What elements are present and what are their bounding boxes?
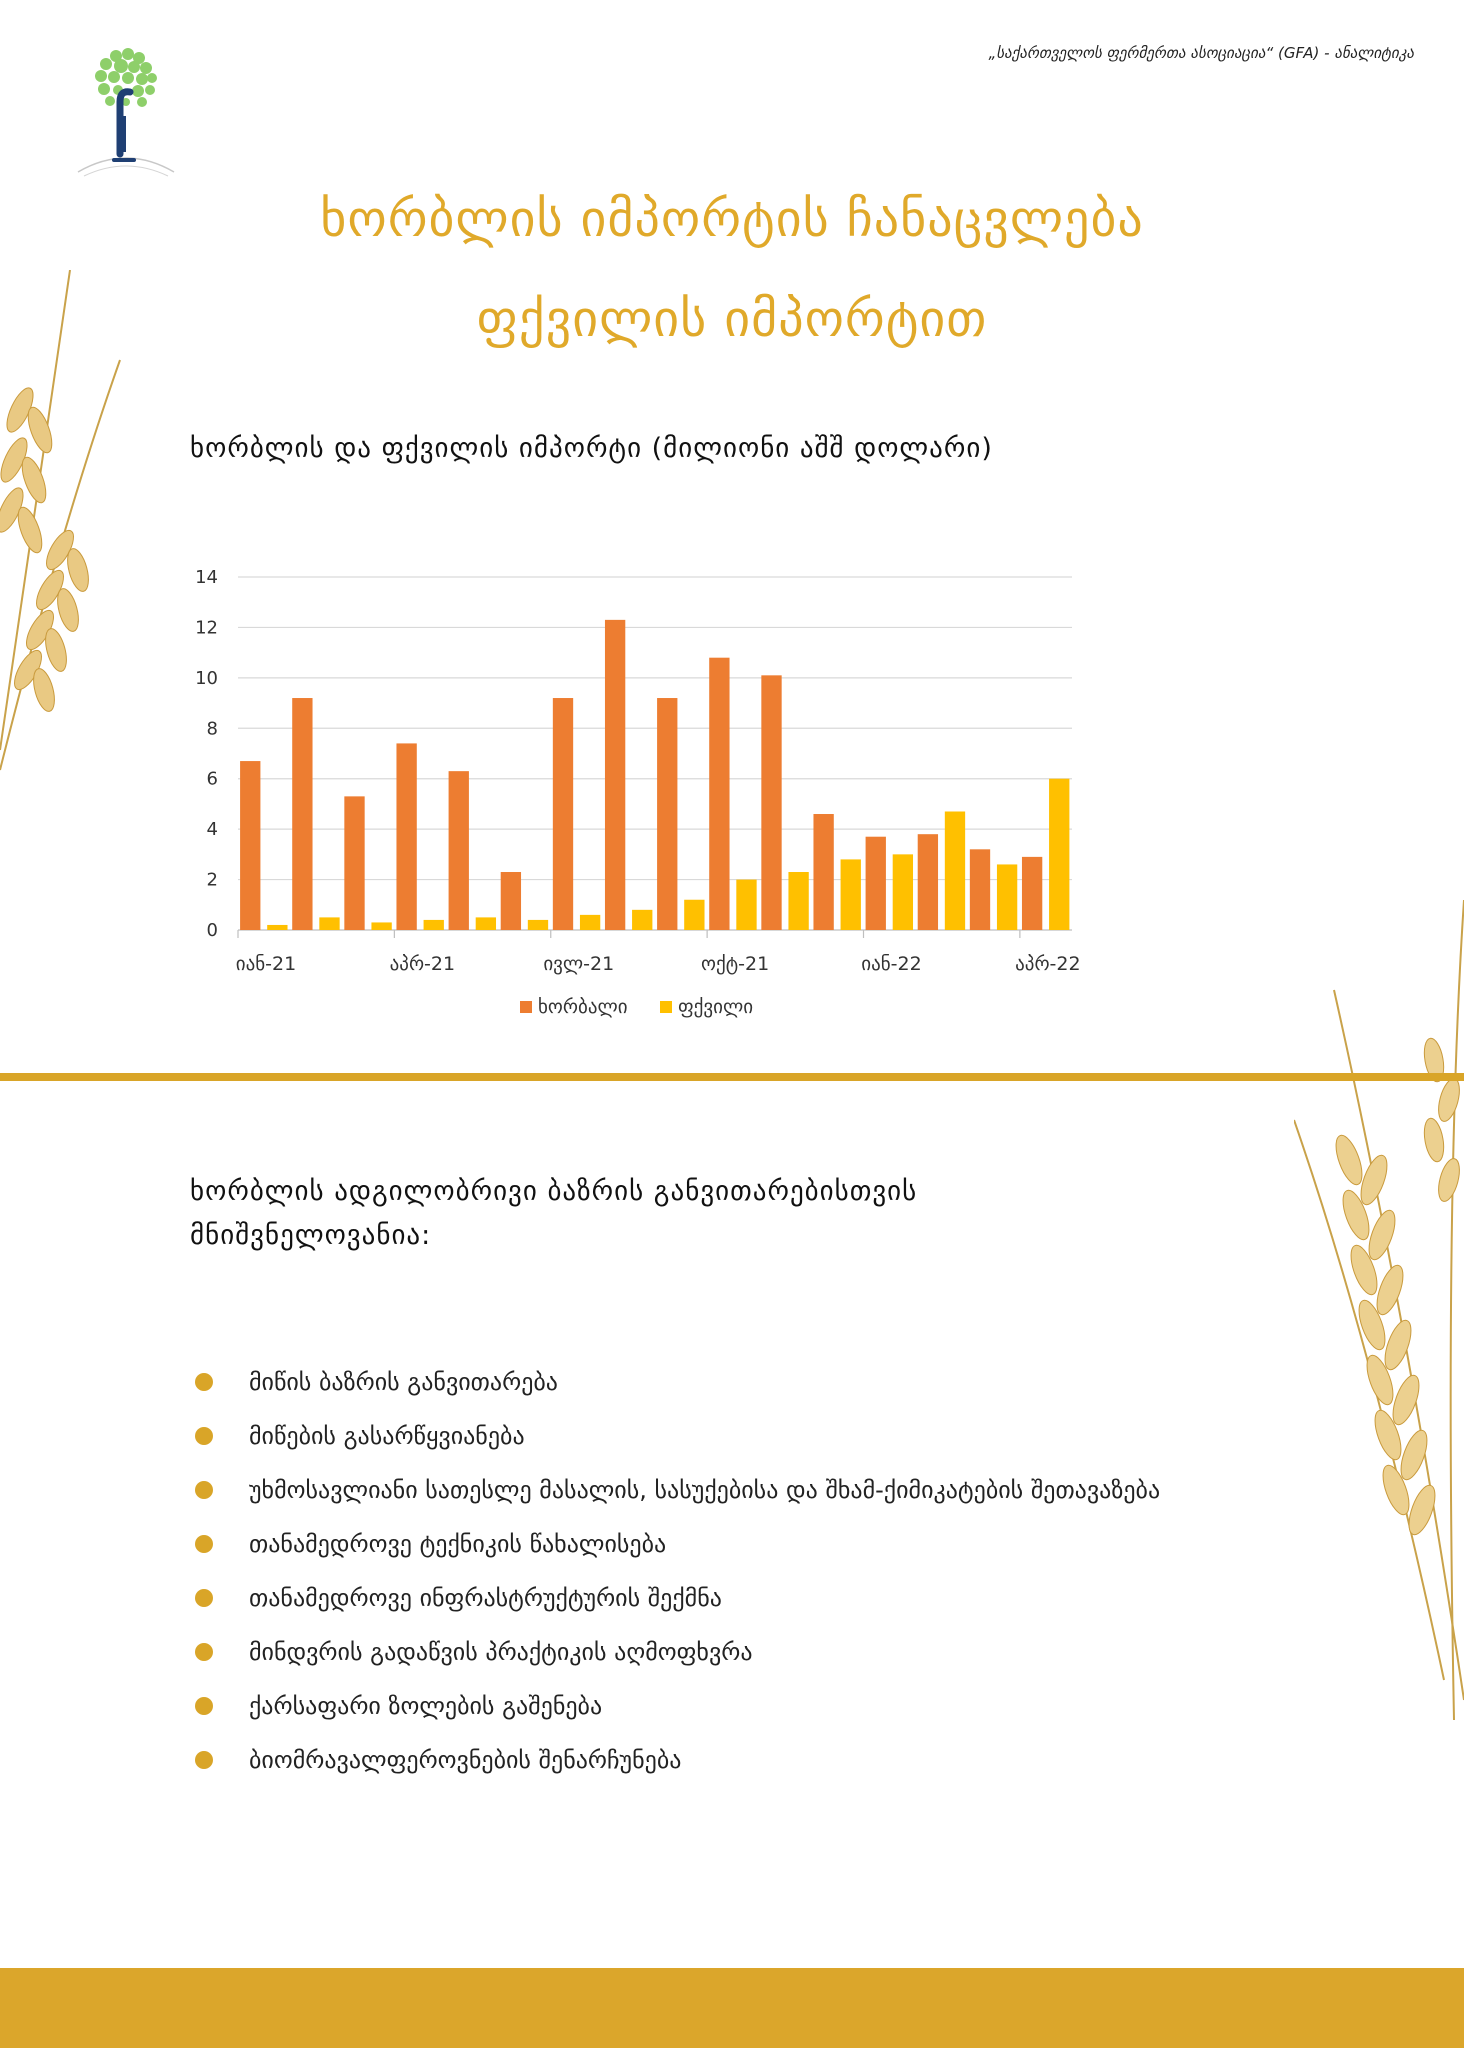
list-item	[195, 1463, 1160, 1517]
legend-swatch	[660, 1001, 672, 1013]
legend-swatch	[520, 1001, 532, 1013]
bar-wheat	[501, 872, 521, 930]
bar-wheat	[970, 849, 990, 930]
list-item-text: მიწის ბაზრის განვითარება	[249, 1368, 558, 1396]
bar-flour	[267, 925, 287, 930]
wheat-decoration-right	[1294, 900, 1464, 1720]
list-item-text: ქარსაფარი ზოლების გაშენება	[249, 1692, 603, 1720]
recommendations-list	[195, 1355, 1160, 1787]
bullet-dot-icon	[195, 1373, 213, 1391]
bar-wheat	[918, 834, 938, 930]
bar-flour	[841, 859, 861, 930]
x-tick-label: აპრ-22	[1015, 953, 1081, 975]
list-item	[195, 1679, 1160, 1733]
bar-flour	[788, 872, 808, 930]
bullet-dot-icon	[195, 1643, 213, 1661]
y-tick-label: 12	[195, 617, 218, 639]
list-item-text: მინდვრის გადაწვის პრაქტიკის აღმოფხვრა	[249, 1638, 753, 1666]
bar-flour	[476, 917, 496, 930]
bar-flour	[684, 900, 704, 930]
page-title-line-1: ხორბლის იმპორტის ჩანაცვლება	[320, 190, 1144, 248]
x-tick-label: იან-22	[861, 953, 922, 975]
bar-wheat	[344, 796, 364, 930]
bar-wheat	[761, 675, 781, 930]
import-bar-chart	[180, 545, 1100, 1045]
bullet-dot-icon	[195, 1481, 213, 1499]
list-item	[195, 1571, 1160, 1625]
list-item-text: თანამედროვე ინფრასტრუქტურის შექმნა	[249, 1584, 722, 1612]
x-tick-label: იან-21	[235, 953, 297, 975]
bar-flour	[580, 915, 600, 930]
list-item-text: მიწების გასარწყვიანება	[249, 1422, 525, 1450]
legend-label: ხორბალი	[538, 996, 628, 1018]
bar-wheat	[396, 743, 416, 930]
section-heading-line-2: მნიშვნელოვანია:	[190, 1220, 432, 1251]
y-tick-label: 14	[195, 567, 218, 588]
list-item	[195, 1409, 1160, 1463]
y-tick-label: 4	[206, 819, 218, 841]
chart-title: ხორბლის და ფქვილის იმპორტი (მილიონი აშშ დოლარი)	[190, 433, 993, 464]
bar-wheat	[292, 698, 312, 930]
page-title-line-2: ფქვილის იმპორტით	[476, 290, 988, 348]
list-item-text: უხმოსავლიანი სათესლე მასალის, სასუქებისა და შხამ-ქიმიკატების შეთავაზება	[249, 1476, 1161, 1504]
bar-flour	[945, 811, 965, 930]
bar-wheat	[709, 658, 729, 930]
section-heading-line-1: ხორბლის ადგილობრივი ბაზრის განვითარებისთვის	[190, 1176, 918, 1207]
list-item	[195, 1625, 1160, 1679]
bar-flour	[528, 920, 548, 930]
bullet-dot-icon	[195, 1589, 213, 1607]
bar-flour	[997, 864, 1017, 930]
y-tick-label: 2	[206, 869, 218, 891]
x-tick-label: ივლ-21	[543, 953, 615, 975]
list-item	[195, 1355, 1160, 1409]
legend-label: ფქვილი	[678, 996, 754, 1018]
bar-wheat	[240, 761, 260, 930]
section-divider	[0, 1073, 1464, 1081]
bullet-dot-icon	[195, 1535, 213, 1553]
x-tick-label: ოქტ-21	[701, 953, 770, 975]
bar-wheat	[449, 771, 469, 930]
bar-flour	[424, 920, 444, 930]
bar-wheat	[605, 620, 625, 930]
bar-wheat	[1022, 857, 1042, 930]
bar-flour	[319, 917, 339, 930]
x-tick-label: აპრ-21	[389, 953, 456, 975]
list-item	[195, 1517, 1160, 1571]
footer-bar	[0, 1968, 1464, 2048]
section-heading	[190, 1170, 1190, 1258]
bullet-dot-icon	[195, 1427, 213, 1445]
bar-wheat	[657, 698, 677, 930]
bar-flour	[893, 854, 913, 930]
bar-wheat	[553, 698, 573, 930]
bar-flour	[632, 910, 652, 930]
list-item	[195, 1733, 1160, 1787]
y-tick-label: 8	[206, 718, 218, 740]
y-tick-label: 10	[195, 667, 218, 689]
bar-flour	[371, 922, 391, 930]
logo	[76, 44, 176, 194]
bar-flour	[736, 880, 756, 930]
header-note: „საქართველოს ფერმერთა ასოციაცია“ (GFA) - ანალიტიკა	[988, 44, 1414, 62]
bullet-dot-icon	[195, 1697, 213, 1715]
bar-wheat	[813, 814, 833, 930]
y-tick-label: 6	[206, 768, 218, 790]
bar-flour	[1049, 779, 1069, 930]
bar-wheat	[866, 837, 886, 930]
list-item-text: ბიომრავალფეროვნების შენარჩუნება	[249, 1746, 682, 1774]
list-item-text: თანამედროვე ტექნიკის წახალისება	[249, 1530, 667, 1558]
bullet-dot-icon	[195, 1751, 213, 1769]
y-tick-label: 0	[206, 920, 218, 941]
